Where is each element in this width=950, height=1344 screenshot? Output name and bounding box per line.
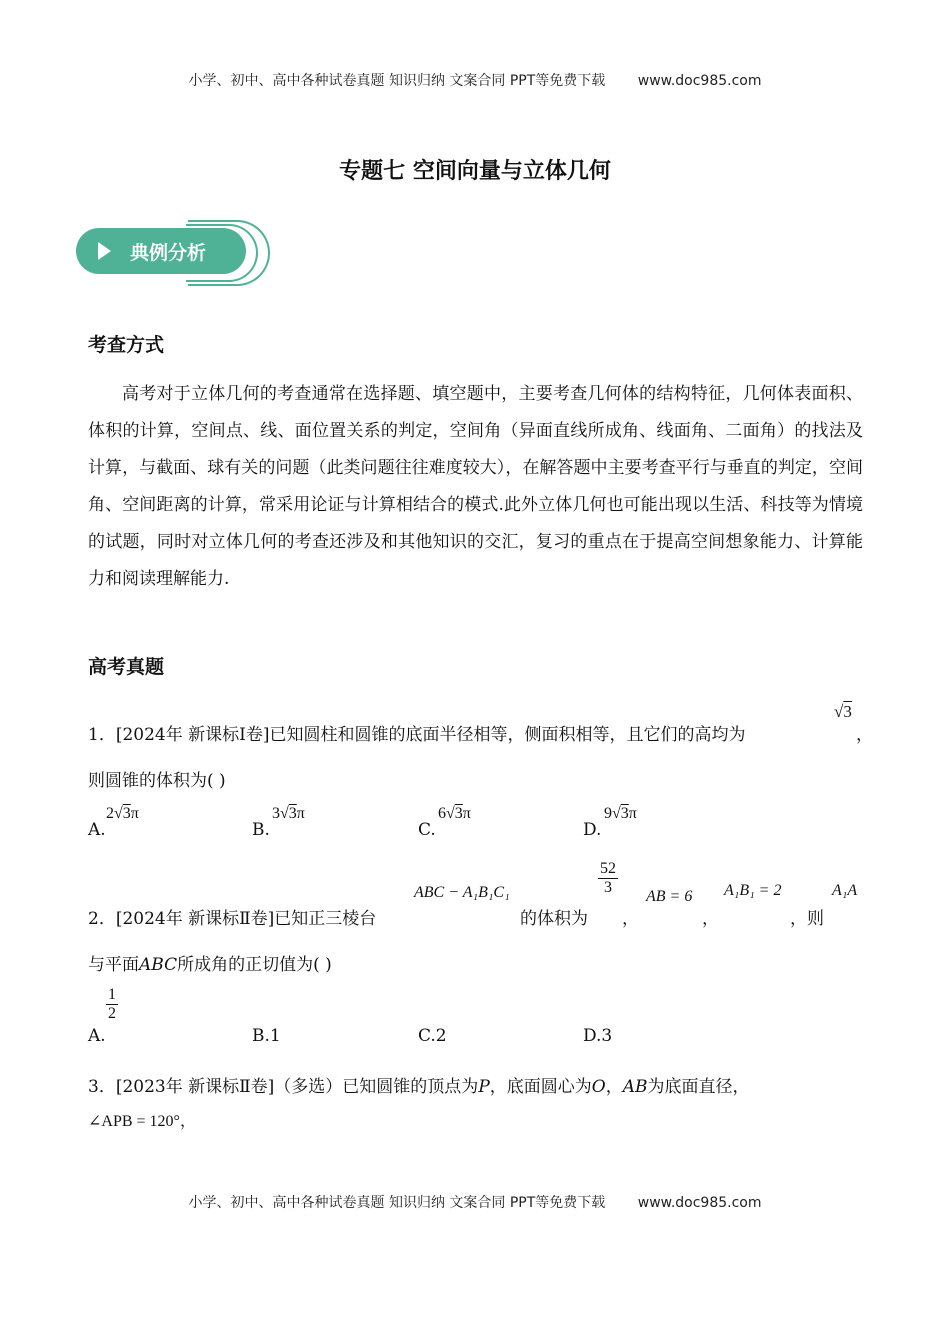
q3-line1: 3．[2023年 新课标Ⅱ卷]（多选）已知圆锥的顶点为P，底面圆心为O，AB为底面直径， bbox=[88, 1077, 750, 1097]
q1-option-a-label[interactable]: A. bbox=[88, 820, 106, 840]
banner-label: 典例分析 bbox=[130, 242, 207, 264]
q3-angle: ∠APB = 120°， bbox=[88, 1113, 196, 1130]
section-heading-method: 考查方式 bbox=[88, 334, 165, 356]
q2-solid: ABC − A₁B₁C₁ bbox=[414, 884, 510, 901]
q2-option-a-label[interactable]: A. bbox=[88, 1026, 106, 1046]
q2-option-c[interactable]: C.2 bbox=[418, 1026, 447, 1046]
banner-pill bbox=[76, 228, 246, 274]
q1-line2: 则圆锥的体积为( ) bbox=[88, 771, 226, 791]
page-footer bbox=[0, 1192, 950, 1212]
q2-a1b1: A₁B₁ = 2 bbox=[724, 882, 782, 899]
footer-text: 小学、初中、高中各种试卷真题 知识归纳 文案合同 PPT等免费下载 bbox=[188, 1195, 606, 1211]
q2-then: ，则 bbox=[790, 909, 824, 929]
q1-line1-end: ， bbox=[856, 725, 873, 745]
section-banner bbox=[76, 222, 266, 284]
q1-option-c-value: 6√3π bbox=[438, 805, 471, 822]
q1-sqrt-height: √3 bbox=[834, 702, 852, 721]
q1-option-a-value: 2√3π bbox=[106, 805, 139, 822]
q1-option-d-label[interactable]: D. bbox=[583, 820, 602, 840]
q1-line1 bbox=[88, 720, 745, 745]
q1-text: 1．[2024年 新课标Ⅰ卷]已知圆柱和圆锥的底面半径相等，侧面积相等，且它们的高均为 bbox=[88, 725, 746, 745]
q2-ab: AB = 6 bbox=[646, 888, 693, 905]
q2-line2: 与平面ABC所成角的正切值为( ) bbox=[88, 955, 332, 975]
page-title: 专题七 空间向量与立体几何 bbox=[339, 159, 611, 184]
q1-option-b-value: 3√3π bbox=[272, 805, 305, 822]
footer-site[interactable]: www.doc985.com bbox=[637, 1195, 762, 1211]
q2-option-a-value: $\frac{1}{2}$ bbox=[108, 986, 116, 1022]
page-header bbox=[0, 70, 950, 90]
method-paragraph: 高考对于立体几何的考查通常在选择题、填空题中，主要考查几何体的结构特征，几何体表面积、体积的计算，空间点、线、面位置关系的判定，空间角（异面直线所成角、线面角、二面角）的找法及计算，与截面、球有关的问题（此类问题往往难度较大），在解答题中主要考查平行与垂直的判定，空间角、空间距离的计算，常采用论证与计算相结合的模式.此外立体几何也可能出现以生活、科技等为情境的试题，同时对立体几何的考查还涉及和其他知识的交汇，复习的重点在于提高空间想象能力、计算能力和阅读理解能力. bbox=[88, 384, 863, 589]
section-heading-exam: 高考真题 bbox=[88, 656, 165, 678]
q2-comma1: ， bbox=[622, 909, 639, 929]
q2-option-d[interactable]: D.3 bbox=[583, 1026, 613, 1046]
q1-option-d-value: 9√3π bbox=[604, 805, 637, 822]
q1-option-c-label[interactable]: C. bbox=[418, 820, 436, 840]
q2-mid: 的体积为 bbox=[520, 909, 588, 929]
q2-option-b[interactable]: B.1 bbox=[252, 1026, 281, 1046]
header-site[interactable]: www.doc985.com bbox=[637, 73, 762, 89]
q2-prefix: 2．[2024年 新课标Ⅱ卷]已知正三棱台 bbox=[88, 909, 377, 929]
play-icon bbox=[98, 242, 111, 260]
q2-comma2: ， bbox=[702, 909, 719, 929]
q2-volume-fraction: $\frac{52}{3}$ bbox=[600, 860, 616, 896]
q1-option-b-label[interactable]: B. bbox=[252, 820, 270, 840]
header-text: 小学、初中、高中各种试卷真题 知识归纳 文案合同 PPT等免费下载 bbox=[188, 73, 606, 89]
q2-a1a: A₁A bbox=[832, 882, 858, 899]
